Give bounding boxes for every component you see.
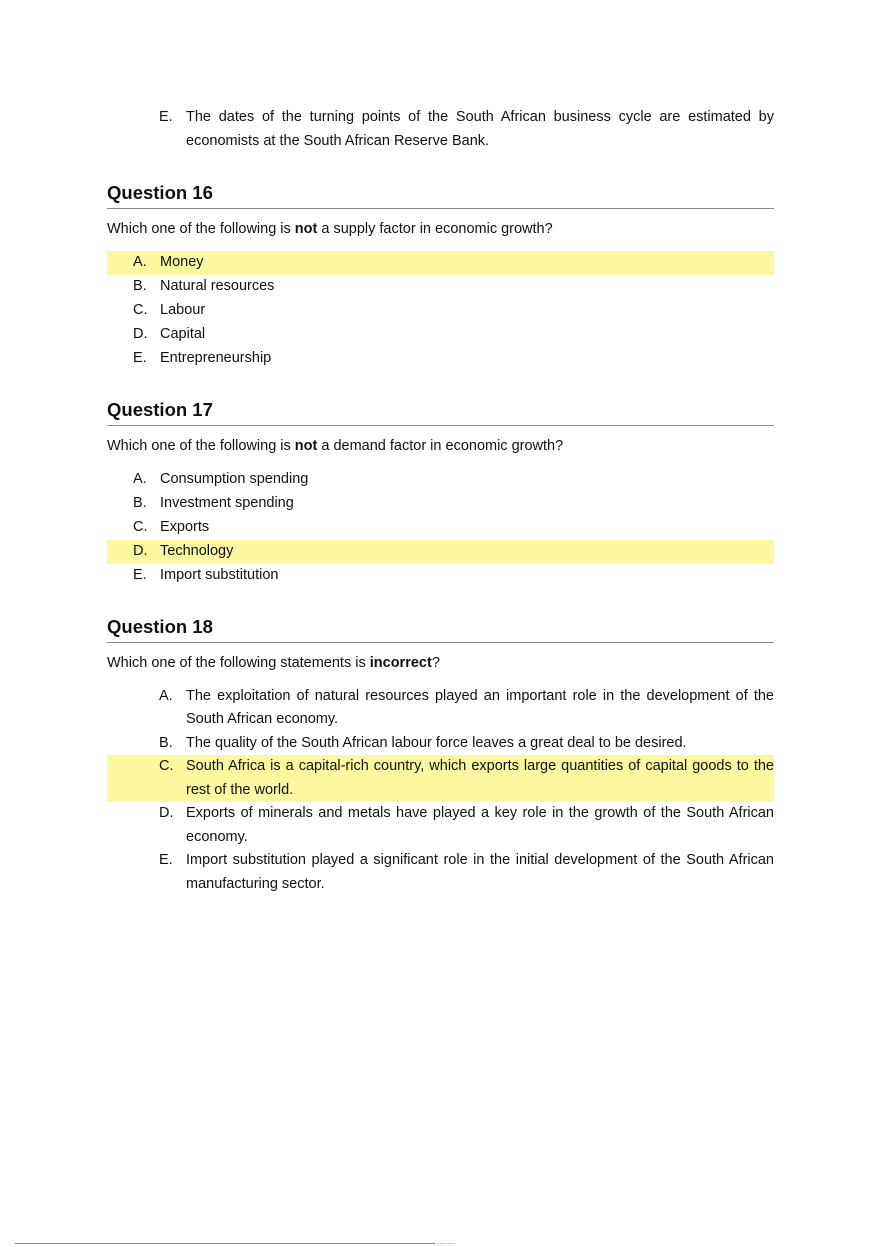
option-text: Consumption spending <box>160 470 309 487</box>
option-b <box>107 492 774 516</box>
option-b <box>107 275 774 299</box>
option-text: Capital <box>160 326 206 343</box>
answer-options <box>107 685 774 897</box>
option-c <box>107 516 774 540</box>
prompt-emphasis: incorrect <box>369 655 432 671</box>
option-text: Entrepreneurship <box>160 350 272 367</box>
option-d <box>107 323 774 347</box>
answer-options <box>107 468 774 589</box>
option-letter: C. <box>159 758 174 774</box>
option-text: Exports <box>160 518 210 535</box>
option-letter: C. <box>133 301 148 318</box>
option-a-highlighted <box>107 251 774 275</box>
option-b <box>107 732 774 756</box>
option-e-carryover <box>107 106 774 153</box>
option-a <box>107 468 774 492</box>
option-letter: D. <box>159 805 174 821</box>
question-prompt <box>107 435 774 459</box>
option-letter: E. <box>133 350 147 367</box>
option-text: Labour <box>160 301 206 318</box>
option-text: The exploitation of natural resources played an important role in the development of the South African economy. <box>186 687 774 727</box>
prompt-text: Which one of the following is <box>107 438 295 454</box>
option-e <box>107 849 774 896</box>
option-letter: E. <box>159 109 173 125</box>
option-a <box>107 685 774 732</box>
option-letter: A. <box>133 253 147 270</box>
option-letter: D. <box>133 326 148 343</box>
option-text: South Africa is a capital-rich country, which exports large quantities of capital goods to the rest of the world. <box>186 758 774 798</box>
question-heading: Question 16 <box>107 181 774 209</box>
question-heading: Question 17 <box>107 398 774 426</box>
option-d-highlighted <box>107 540 774 564</box>
option-letter: B. <box>159 734 173 751</box>
option-text: Exports of minerals and metals have played a key role in the growth of the South African economy. <box>186 805 774 845</box>
option-letter: E. <box>159 852 173 868</box>
footer-mark <box>438 1243 455 1244</box>
option-c-highlighted <box>107 755 774 802</box>
option-letter: A. <box>159 687 173 704</box>
option-text: Investment spending <box>160 494 294 511</box>
option-letter: B. <box>133 277 147 294</box>
answer-options <box>107 251 774 372</box>
option-letter: C. <box>133 518 148 535</box>
question-heading: Question 18 <box>107 615 774 643</box>
option-text: The dates of the turning points of the South African business cycle are estimated by economists at the South African Reserve Bank. <box>186 109 774 149</box>
prompt-text: ? <box>431 655 440 671</box>
option-text: Technology <box>160 543 234 560</box>
footer-rule <box>15 1243 435 1244</box>
option-letter: D. <box>133 543 148 560</box>
option-letter: B. <box>133 494 147 511</box>
question-prompt <box>107 218 774 242</box>
option-text: Natural resources <box>160 277 275 294</box>
option-text: The quality of the South African labour force leaves a great deal to be desired. <box>186 734 687 751</box>
option-e <box>107 347 774 371</box>
question-prompt <box>107 652 774 676</box>
question-17 <box>107 398 774 588</box>
option-text: Money <box>160 253 204 270</box>
option-text: Import substitution <box>160 567 279 584</box>
prompt-emphasis: not <box>294 438 318 454</box>
question-16 <box>107 181 774 371</box>
option-letter: E. <box>133 567 147 584</box>
prompt-text: Which one of the following statements is <box>107 655 370 671</box>
prompt-text: Which one of the following is <box>107 221 295 237</box>
question-18 <box>107 615 774 896</box>
option-letter: A. <box>133 470 147 487</box>
option-c <box>107 299 774 323</box>
option-text: Import substitution played a significant role in the initial development of the South African manufacturing sector. <box>186 852 774 892</box>
previous-question-option <box>107 106 774 153</box>
prompt-emphasis: not <box>294 221 318 237</box>
option-e <box>107 564 774 588</box>
option-d <box>107 802 774 849</box>
prompt-text: a demand factor in economic growth? <box>317 438 564 454</box>
prompt-text: a supply factor in economic growth? <box>317 221 553 237</box>
